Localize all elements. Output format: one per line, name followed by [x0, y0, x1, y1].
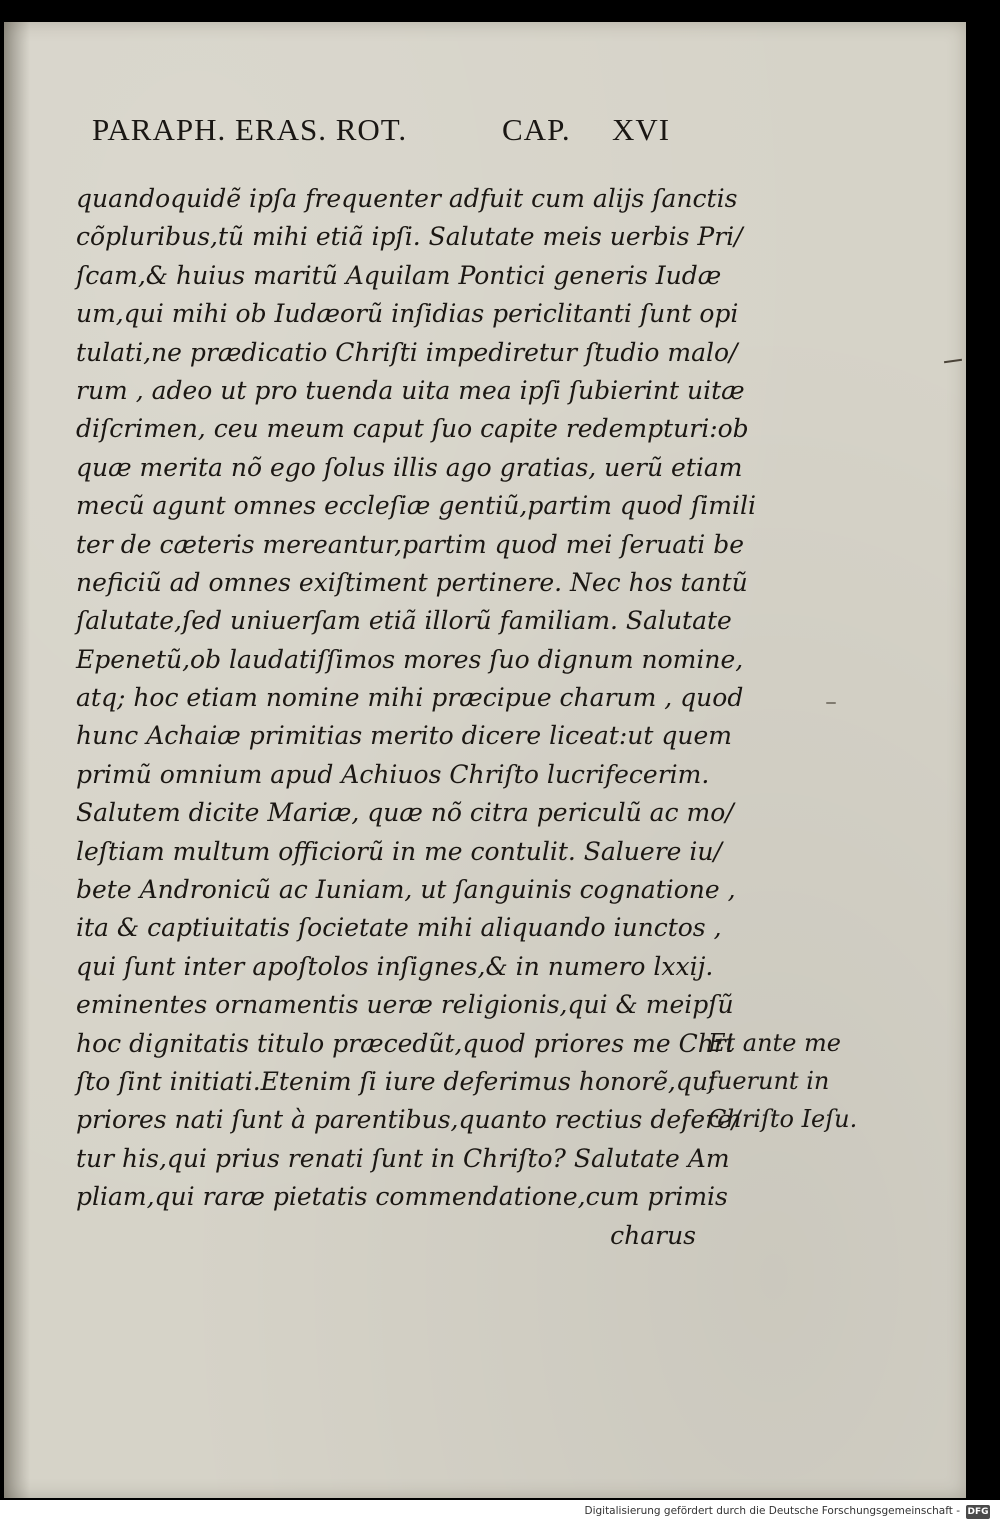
marginal-note-line: fuerunt in — [708, 1067, 830, 1095]
text-line: mecũ agunt omnes eccleſiæ gentiũ,partim quod ſimili — [76, 491, 756, 521]
text-line: leſtiam multum officiorũ in me contulit. Saluere iu/ — [76, 836, 722, 866]
text-line: eminentes ornamentis ueræ religionis,qui & meipſũ — [76, 990, 734, 1020]
catchword: charus — [610, 1220, 696, 1250]
marginal-note-line: Chriſto Ieſu. — [708, 1105, 858, 1133]
text-line: rum , adeo ut pro tuenda uita mea ipſi ſubierint uitæ — [76, 375, 745, 405]
text-line: ter de cæteris mereantur,partim quod mei ſeruati be — [76, 529, 744, 559]
text-line: diſcrimen, ceu meum caput ſuo capite redempturi:ob — [76, 414, 749, 444]
ink-mark — [944, 359, 962, 363]
footer-bar — [0, 1500, 1000, 1524]
text-line: priores nati ſunt à parentibus,quanto rectius defere/ — [76, 1105, 741, 1135]
text-line: atq; hoc etiam nomine mihi præcipue charum , quod — [76, 683, 744, 713]
chapter-number: XVI — [612, 112, 671, 147]
text-line: hunc Achaiæ primitias merito dicere liceat:ut quem — [76, 721, 732, 751]
text-line: ita & captiuitatis ſocietate mihi aliquando iunctos , — [76, 913, 722, 943]
text-line: pliam,qui raræ pietatis commendatione,cum primis — [76, 1182, 728, 1212]
text-line: quandoquidẽ ipſa frequenter adfuit cum alijs ſanctis — [76, 184, 738, 213]
funding-credit: Digitalisierung gefördert durch die Deutsche Forschungsgemeinschaft - — [584, 1505, 960, 1517]
text-line: ſalutate,ſed uniuerſam etiã illorũ familiam. Salutate — [76, 606, 732, 636]
text-line: Salutem dicite Mariæ, quæ nõ citra periculũ ac mo/ — [76, 798, 734, 828]
text-line: ſto ſint initiati.Etenim ſi iure deferimus honorẽ,qui — [76, 1066, 716, 1096]
chapter-label: CAP. — [502, 112, 571, 147]
text-line: neficiũ ad omnes exiſtiment pertinere. Nec hos tantũ — [76, 567, 748, 597]
dfg-logo: DFG — [967, 1507, 989, 1517]
marginal-note — [708, 1024, 868, 1138]
text-line: qui ſunt inter apoſtolos inſignes,& in numero lxxij. — [76, 951, 714, 981]
text-line: hoc dignitatis titulo præcedũt,quod priores me Chri — [76, 1028, 734, 1058]
text-line: quæ merita nõ ego ſolus illis ago gratias, uerũ etiam — [76, 452, 743, 482]
text-line: um,qui mihi ob Iudæorũ inſidias periclitanti ſunt opi — [76, 299, 739, 329]
running-header — [92, 112, 692, 156]
text-line: tulati,ne prædicatio Chriſti impediretur ſtudio malo/ — [76, 337, 738, 367]
page-gutter-shadow — [4, 22, 30, 1498]
main-text-block — [76, 180, 756, 1255]
text-line: bete Andronicũ ac Iuniam, ut ſanguinis cognatione , — [76, 875, 736, 905]
text-line: primũ omnium apud Achiuos Chriſto lucrifecerim. — [76, 759, 710, 789]
running-title: PARAPH. ERAS. ROT. — [92, 112, 408, 147]
text-line: cõpluribus,tũ mihi etiã ipſi. Salutate meis uerbis Pri/ — [76, 222, 743, 252]
text-line: tur his,qui prius renati ſunt in Chriſto? Salutate Am — [76, 1143, 730, 1173]
text-line: Epenetũ,ob laudatiſſimos mores ſuo dignum nomine, — [76, 644, 744, 674]
text-line: ſcam,& huius maritũ Aquilam Pontici generis Iudæ — [76, 260, 722, 290]
ink-mark — [826, 702, 836, 704]
marginal-note-line: Et ante me — [708, 1029, 841, 1057]
